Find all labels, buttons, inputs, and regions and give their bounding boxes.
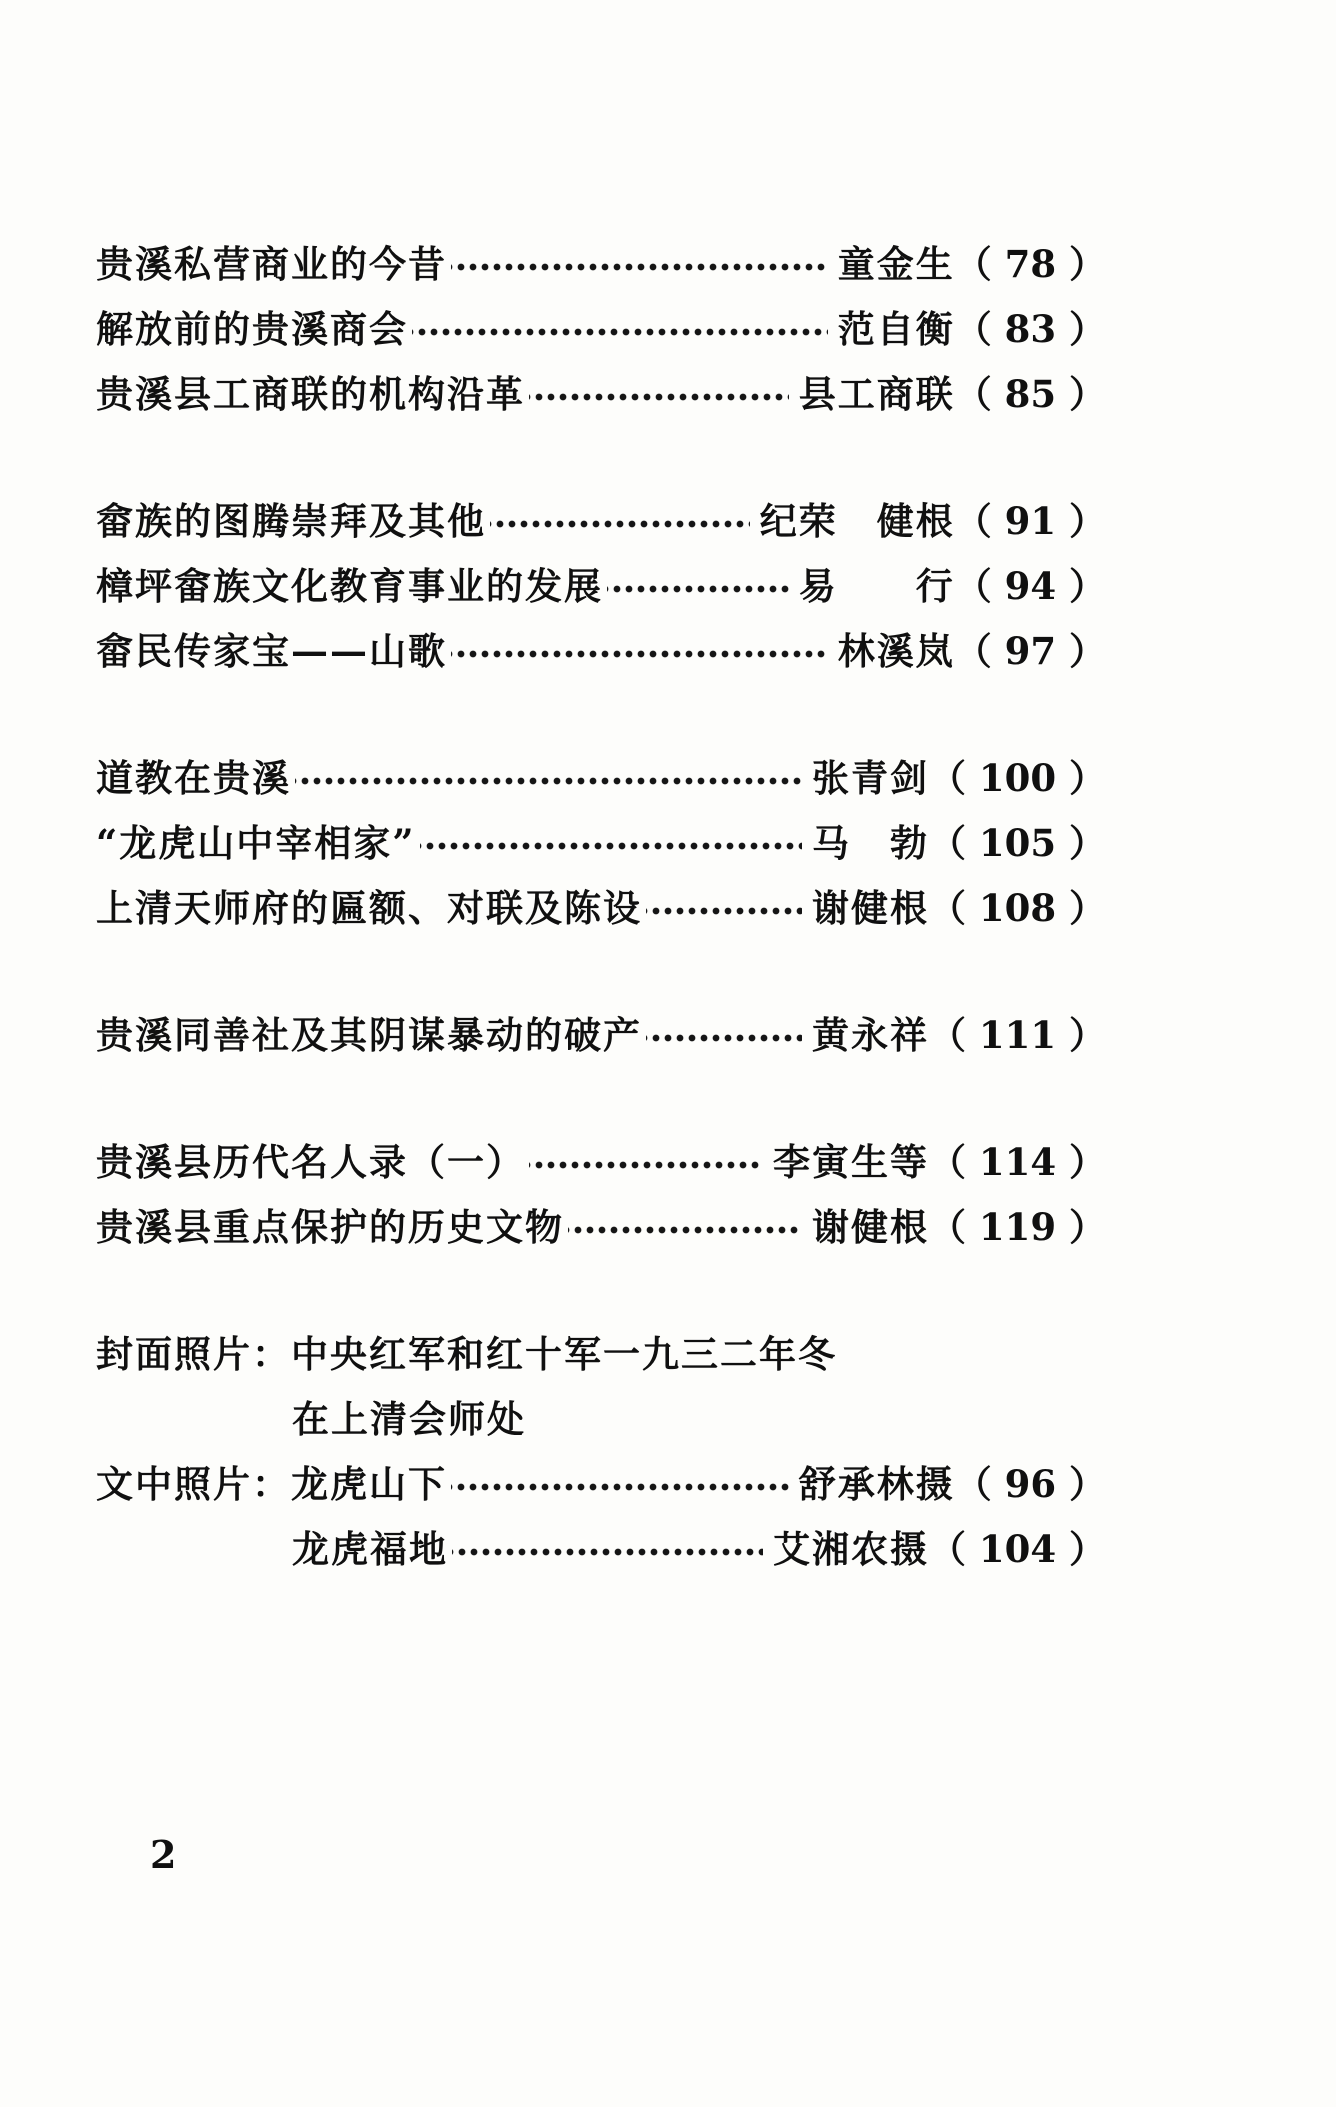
toc-entry-author: 范自衡: [837, 306, 955, 351]
toc-group-tongshanshe: [96, 999, 1106, 1064]
toc-entry-author: 李寅生等: [773, 1139, 929, 1184]
toc-entry-author: 县工商联: [798, 371, 955, 416]
photo-title: 龙虎福地: [292, 1526, 448, 1571]
toc-entry-title: “龙虎山中宰相家”: [96, 820, 416, 865]
toc-entry: [96, 293, 1106, 358]
dot-leader: [420, 807, 802, 872]
toc-entry: [96, 358, 1106, 423]
cover-photo-caption: 在上清会师处: [292, 1396, 526, 1441]
toc-entry-page: （ 94 ）: [954, 563, 1106, 608]
photo-title: 龙虎山下: [291, 1461, 447, 1506]
photo-author: 舒承林摄: [798, 1461, 955, 1506]
toc-entry-author: 黄永祥: [812, 1012, 929, 1057]
dot-leader: [568, 1191, 802, 1256]
toc-entry: [96, 999, 1106, 1064]
toc-entry-author: 易 行: [798, 563, 955, 608]
toc-entry-title: 贵溪县重点保护的历史文物: [96, 1204, 564, 1249]
toc-group-history: [96, 1126, 1106, 1256]
toc-group-commerce: [96, 228, 1106, 423]
dot-leader: [607, 550, 789, 615]
toc-entry: [96, 1126, 1106, 1191]
dot-leader: [451, 1448, 789, 1513]
toc-entry-page: （ 100 ）: [929, 755, 1106, 800]
dot-leader: [646, 872, 802, 937]
toc-entry-author: 谢健根: [812, 1204, 929, 1249]
toc-entry-page: （ 97 ）: [954, 628, 1106, 673]
toc-entry-title: 贵溪私营商业的今昔: [96, 241, 447, 286]
toc-entry-title: 解放前的贵溪商会: [96, 306, 408, 351]
toc-entry-page: （ 78 ）: [954, 241, 1106, 286]
inside-photo-entry: [96, 1513, 1106, 1578]
cover-photo-label: 封面照片：: [96, 1331, 291, 1376]
toc-entry: [96, 742, 1106, 807]
dot-leader: [295, 742, 802, 807]
toc-entry-author: 林溪岚: [837, 628, 955, 673]
toc-entry-page: （ 108 ）: [929, 885, 1106, 930]
dot-leader: [451, 228, 828, 293]
toc-group-she-ethnic: [96, 485, 1106, 680]
photos-section: [96, 1318, 1106, 1578]
dot-leader: [412, 293, 828, 358]
photo-author: 艾湘农摄: [773, 1526, 929, 1571]
toc-entry-title: 畲族的图腾崇拜及其他: [96, 498, 486, 543]
toc-entry-title: 贵溪县历代名人录（一）: [96, 1139, 525, 1184]
toc-group-taoism: [96, 742, 1106, 937]
toc-entry-page: （ 83 ）: [954, 306, 1106, 351]
toc-entry-page: （ 119 ）: [929, 1204, 1106, 1249]
toc-entry-page: （ 111 ）: [929, 1012, 1106, 1057]
photo-page: （ 104 ）: [929, 1526, 1106, 1571]
table-of-contents: [96, 228, 1106, 1578]
toc-entry: [96, 228, 1106, 293]
dot-leader: [452, 1513, 763, 1578]
toc-entry-page: （ 85 ）: [954, 371, 1106, 416]
dot-leader: [529, 1126, 763, 1191]
toc-entry-title: 畲民传家宝——山歌: [96, 628, 447, 673]
toc-entry: [96, 872, 1106, 937]
cover-photo-caption: 中央红军和红十军一九三二年冬: [291, 1331, 837, 1376]
toc-entry-author: 童金生: [837, 241, 955, 286]
toc-entry: [96, 485, 1106, 550]
toc-entry-title: 樟坪畲族文化教育事业的发展: [96, 563, 603, 608]
inside-photo-entry: [96, 1448, 1106, 1513]
toc-entry-title: 贵溪县工商联的机构沿革: [96, 371, 525, 416]
toc-entry-author: 纪荣 健根: [759, 498, 955, 543]
toc-entry: [96, 807, 1106, 872]
toc-entry: [96, 615, 1106, 680]
toc-entry: [96, 1191, 1106, 1256]
toc-entry-title: 贵溪同善社及其阴谋暴动的破产: [96, 1012, 642, 1057]
toc-entry-author: 张青剑: [812, 755, 929, 800]
cover-photo-line: [96, 1383, 1106, 1448]
photo-page: （ 96 ）: [954, 1461, 1106, 1506]
page-number: 2: [150, 1832, 177, 1877]
toc-entry-author: 马 勃: [812, 820, 929, 865]
toc-entry-page: （ 114 ）: [929, 1139, 1106, 1184]
inside-photo-label: 文中照片：: [96, 1461, 291, 1506]
toc-entry-page: （ 105 ）: [929, 820, 1106, 865]
toc-entry-page: （ 91 ）: [954, 498, 1106, 543]
toc-entry-author: 谢健根: [812, 885, 929, 930]
toc-entry-title: 道教在贵溪: [96, 755, 291, 800]
dot-leader: [490, 485, 750, 550]
dot-leader: [529, 358, 789, 423]
cover-photo-line: [96, 1318, 1106, 1383]
toc-entry-title: 上清天师府的匾额、对联及陈设: [96, 885, 642, 930]
dot-leader: [646, 999, 802, 1064]
dot-leader: [451, 615, 828, 680]
toc-entry: [96, 550, 1106, 615]
